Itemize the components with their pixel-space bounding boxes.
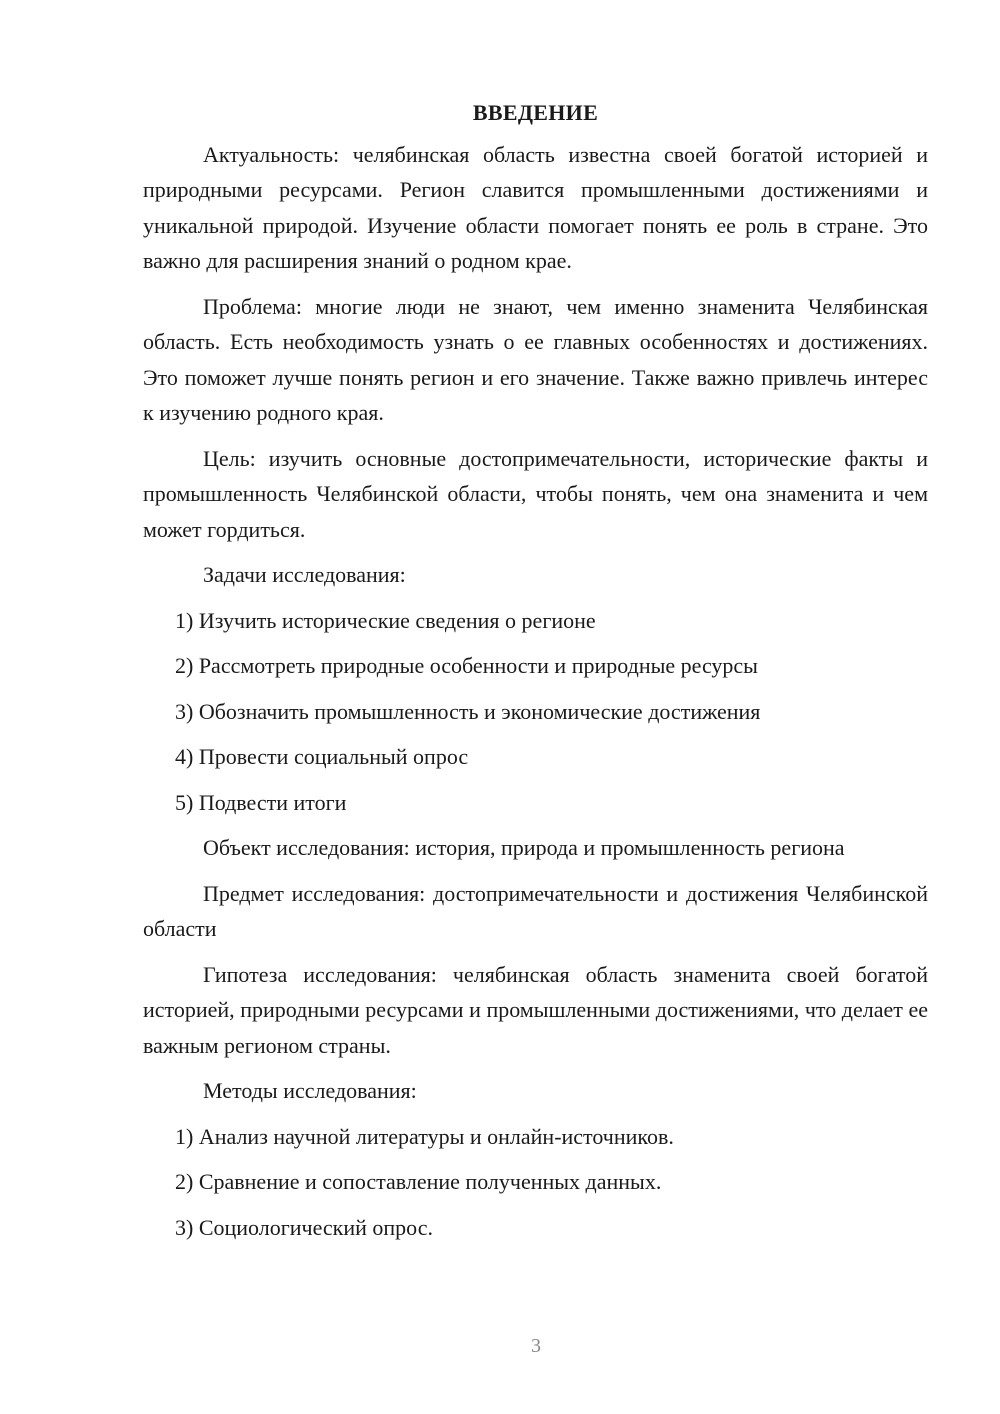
relevance-paragraph: Актуальность: челябинская область известна своей богатой историей и природными ресурсами. Регион славится промышленными достижениями и уникальной природой. Изучение области помогает понять ее роль в стране. Это важно для расширения знаний о родном крае.	[143, 141, 928, 273]
list-item: 5) Подвести итоги	[175, 789, 347, 815]
list-item: 4) Провести социальный опрос	[175, 744, 469, 769]
tasks-list	[143, 603, 928, 821]
page-number: 3	[531, 1335, 541, 1357]
methods-heading: Методы исследования:	[203, 1078, 417, 1103]
subject-paragraph: Предмет исследования: достопримечательности и достижения Челябинской области	[143, 880, 928, 941]
methods-list	[143, 1119, 928, 1246]
page-title: ВВЕДЕНИЕ	[472, 100, 599, 125]
tasks-heading: Задачи исследования:	[203, 562, 406, 587]
page-content	[143, 95, 928, 1255]
list-item: 1) Анализ научной литературы и онлайн-источников.	[175, 1123, 674, 1149]
hypothesis-paragraph: Гипотеза исследования: челябинская область знаменита своей богатой историей, природными ресурсами и промышленными достижениями, что делает ее важным регионом страны.	[143, 961, 928, 1058]
goal-paragraph: Цель: изучить основные достопримечательности, исторические факты и промышленность Челябинской области, чтобы понять, чем она знаменита и чем может гордиться.	[143, 445, 928, 542]
object-paragraph: Объект исследования: история, природа и промышленность региона	[203, 835, 845, 860]
list-item: 3) Обозначить промышленность и экономические достижения	[175, 698, 761, 724]
list-item: 2) Сравнение и сопоставление полученных данных.	[175, 1169, 662, 1194]
problem-paragraph: Проблема: многие люди не знают, чем именно знаменита Челябинская область. Есть необходимость узнать о ее главных особенностях и достижениях. Это поможет лучше понять регион и его значение. Также важно привлечь интерес к изучению родного края.	[143, 293, 928, 425]
list-item: 3) Социологический опрос.	[175, 1214, 433, 1240]
list-item: 2) Рассмотреть природные особенности и природные ресурсы	[175, 653, 758, 678]
list-item: 1) Изучить исторические сведения о регионе	[175, 607, 596, 633]
